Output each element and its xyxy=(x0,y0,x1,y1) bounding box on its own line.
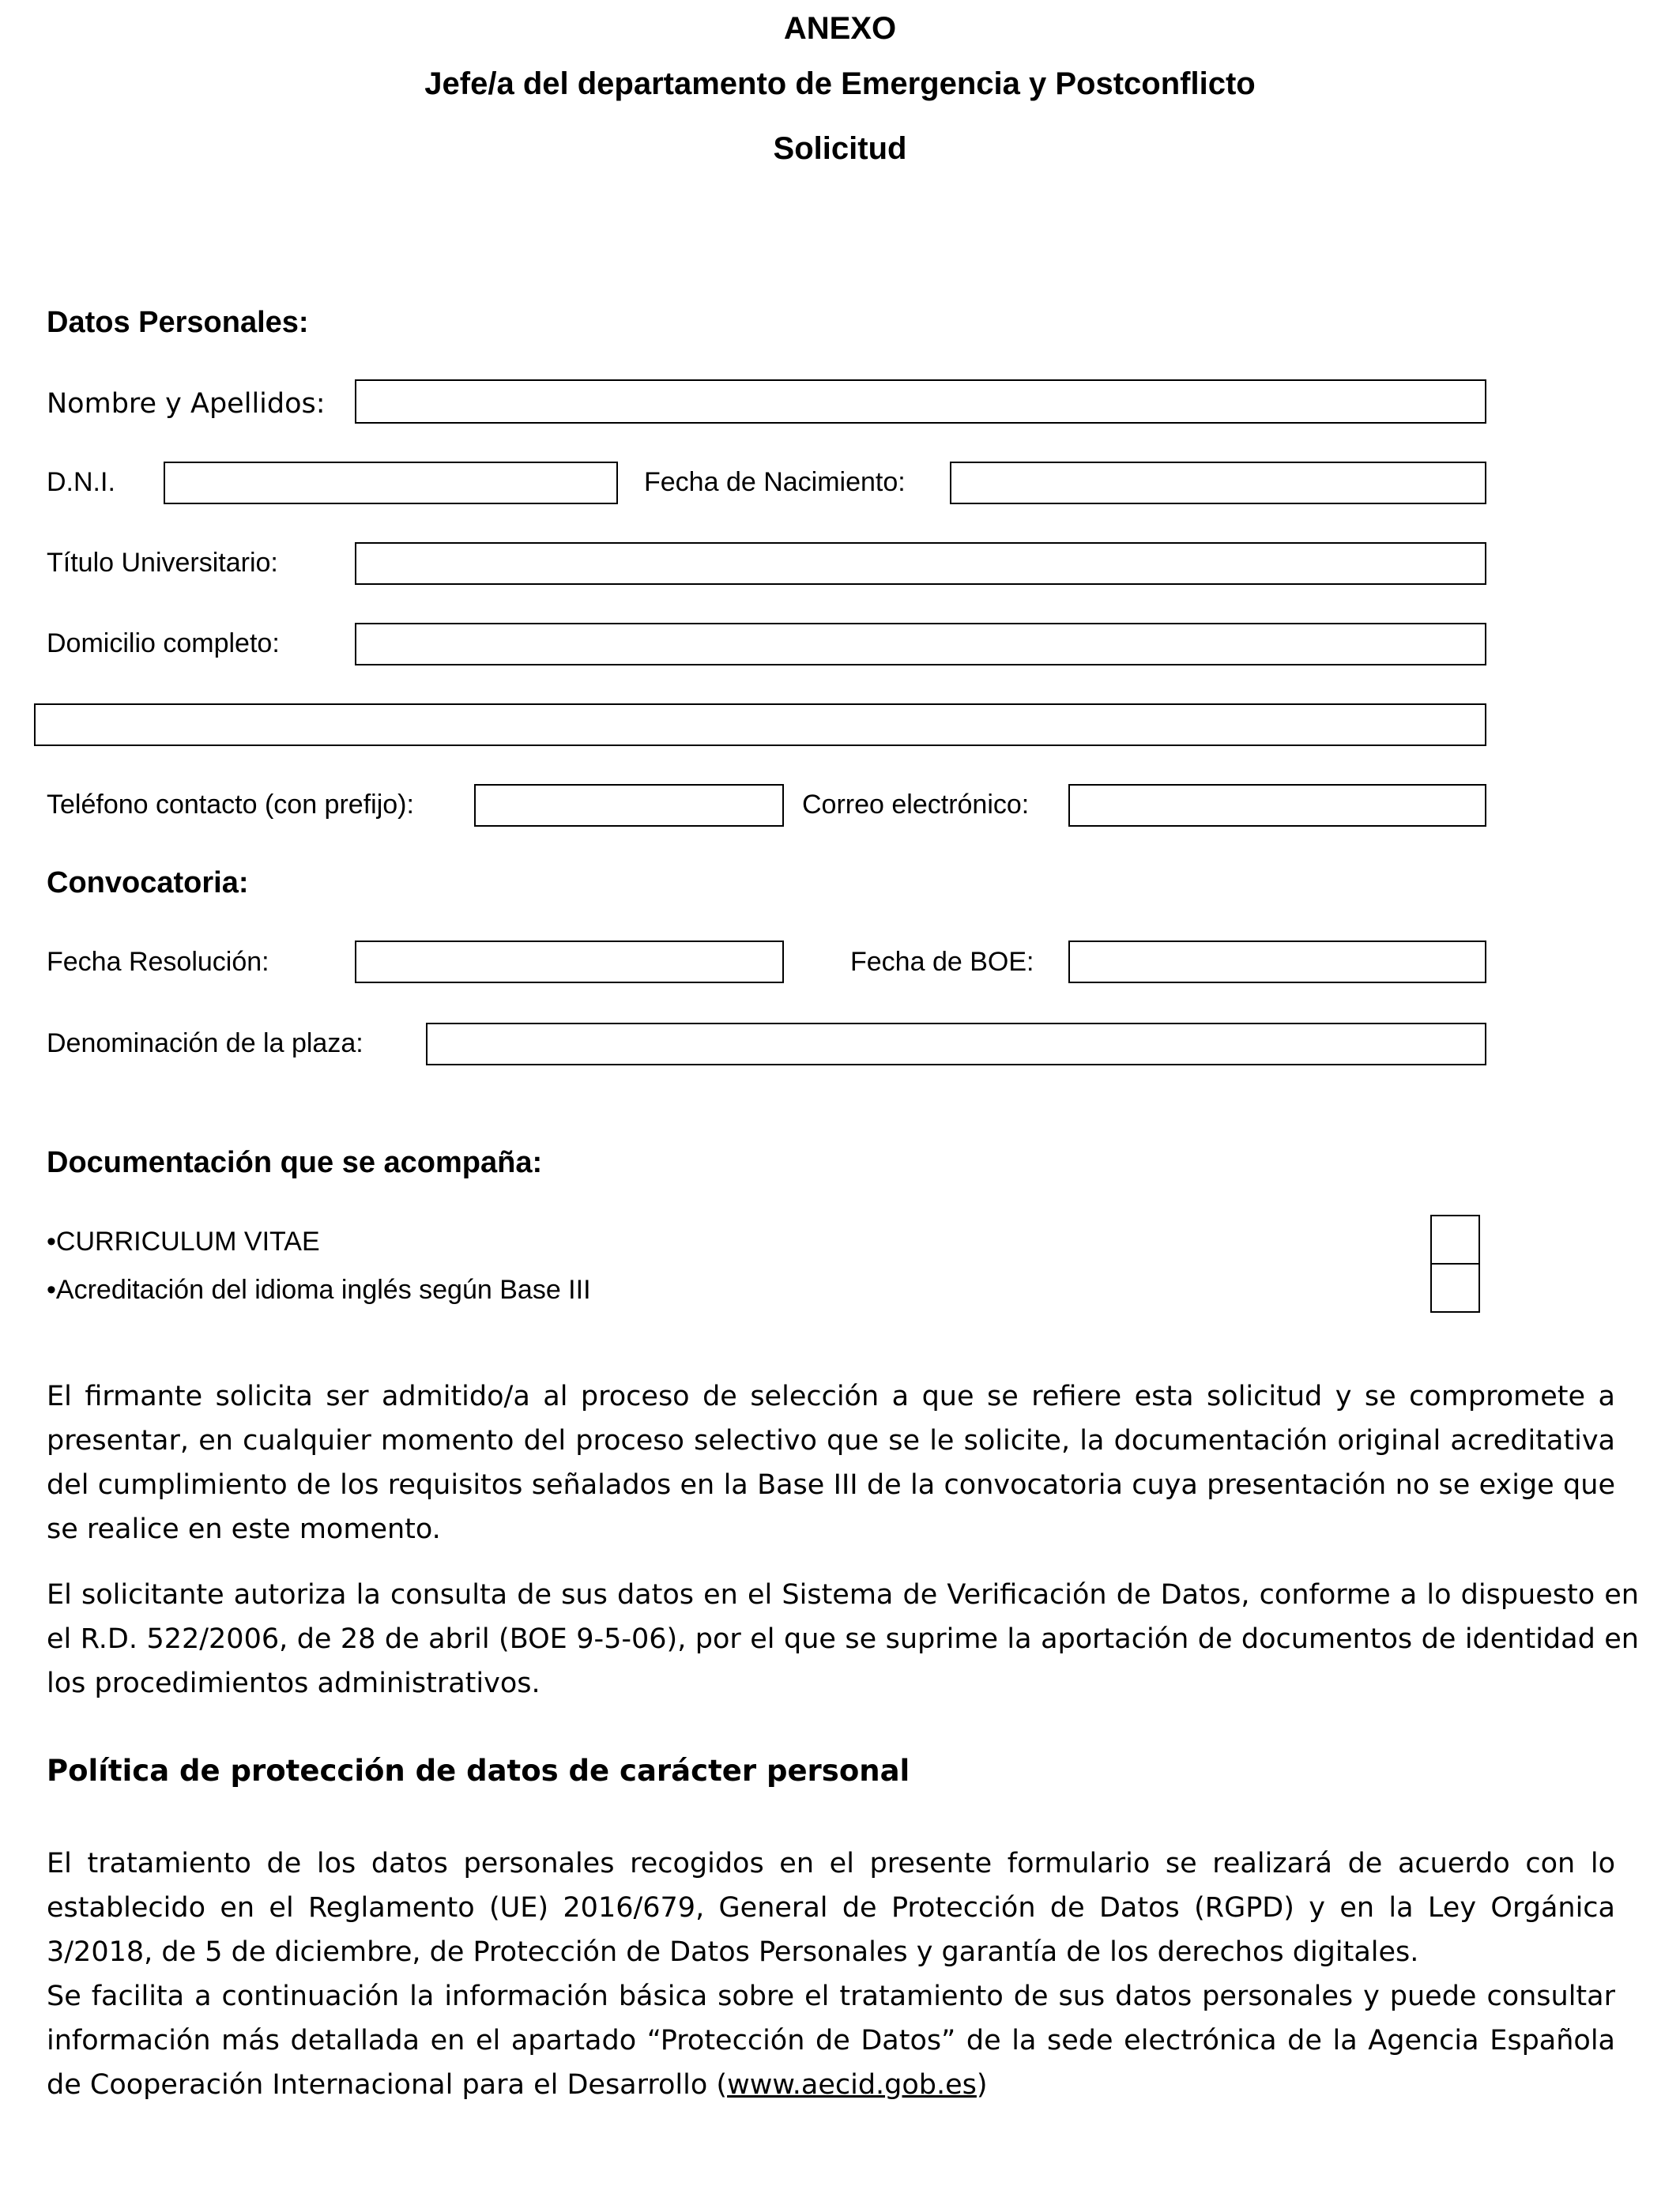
phone-label: Teléfono contacto (con prefijo): xyxy=(47,790,414,820)
name-field[interactable] xyxy=(355,379,1486,424)
address-label: Domicilio completo: xyxy=(47,628,280,658)
documents-heading: Documentación que se acompaña: xyxy=(47,1146,543,1179)
position-name-field[interactable] xyxy=(426,1023,1486,1065)
annex-title: ANEXO xyxy=(783,11,897,46)
birthdate-label: Fecha de Nacimiento: xyxy=(644,467,906,497)
email-field[interactable] xyxy=(1068,784,1486,827)
dni-field[interactable] xyxy=(164,462,618,504)
declaration-paragraph-2: El solicitante autoriza la consulta de sus datos en el Sistema de Verificación de Datos, conforme a lo dispuesto en el R.D. 522/2006, de 28 de abril (BOE 9-5-06), por el que se suprime la aportación de documentos de identidad en los procedimientos administrativos. xyxy=(47,1579,1639,1699)
boe-date-field[interactable] xyxy=(1068,941,1486,983)
checkbox-cv[interactable] xyxy=(1430,1215,1480,1265)
checkbox-english[interactable] xyxy=(1430,1263,1480,1313)
privacy-paragraph-2-text: Se facilita a continuación la información básica sobre el tratamiento de sus datos personales y puede consultar información más detallada en el apartado “Protección de Datos” de la sede electrónica de la Agencia Española de Cooperación Internacional para el Desarrollo ( xyxy=(47,1981,1615,2101)
call-heading: Convocatoria: xyxy=(47,866,249,899)
degree-field[interactable] xyxy=(355,542,1486,585)
document-item-english: •Acreditación del idioma inglés según Base III xyxy=(47,1275,591,1305)
name-label: Nombre y Apellidos: xyxy=(47,388,326,420)
document-item-cv: •CURRICULUM VITAE xyxy=(47,1227,320,1257)
declaration-paragraph-1: El firmante solicita ser admitido/a al proceso de selección a que se refiere esta solicitud y se compromete a presentar, en cualquier momento del proceso selectivo que se le solicite, la documentación original acreditativa del cumplimiento de los requisitos señalados en la Base III de la convocatoria cuya presentación no se exige que se realice en este momento. xyxy=(47,1381,1615,1545)
privacy-paragraph-1: El tratamiento de los datos personales recogidos en el presente formulario se realizará de acuerdo con lo establecido en el Reglamento (UE) 2016/679, General de Protección de Datos (RGPD) y en la Ley Orgánica 3/2018, de 5 de diciembre, de Protección de Datos Personales y garantía de los derechos digitales. xyxy=(47,1848,1615,1968)
privacy-paragraph-2 xyxy=(47,1974,1615,2107)
resolution-date-label: Fecha Resolución: xyxy=(47,947,269,977)
dni-label: D.N.I. xyxy=(47,467,115,497)
position-title: Jefe/a del departamento de Emergencia y Postconflicto xyxy=(424,66,1256,101)
privacy-paragraph-2-close: ) xyxy=(976,2069,988,2101)
position-name-label: Denominación de la plaza: xyxy=(47,1028,363,1058)
degree-label: Título Universitario: xyxy=(47,548,278,578)
address-field[interactable] xyxy=(355,623,1486,665)
form-title: Solicitud xyxy=(773,131,907,166)
boe-date-label: Fecha de BOE: xyxy=(850,947,1034,977)
email-label: Correo electrónico: xyxy=(802,790,1030,820)
personal-data-heading: Datos Personales: xyxy=(47,306,309,339)
resolution-date-field[interactable] xyxy=(355,941,784,983)
phone-field[interactable] xyxy=(474,784,784,827)
address-field-line2[interactable] xyxy=(34,703,1486,746)
privacy-heading: Política de protección de datos de carácter personal xyxy=(47,1754,910,1788)
aecid-link[interactable]: www.aecid.gob.es xyxy=(727,2069,977,2101)
birthdate-field[interactable] xyxy=(950,462,1486,504)
